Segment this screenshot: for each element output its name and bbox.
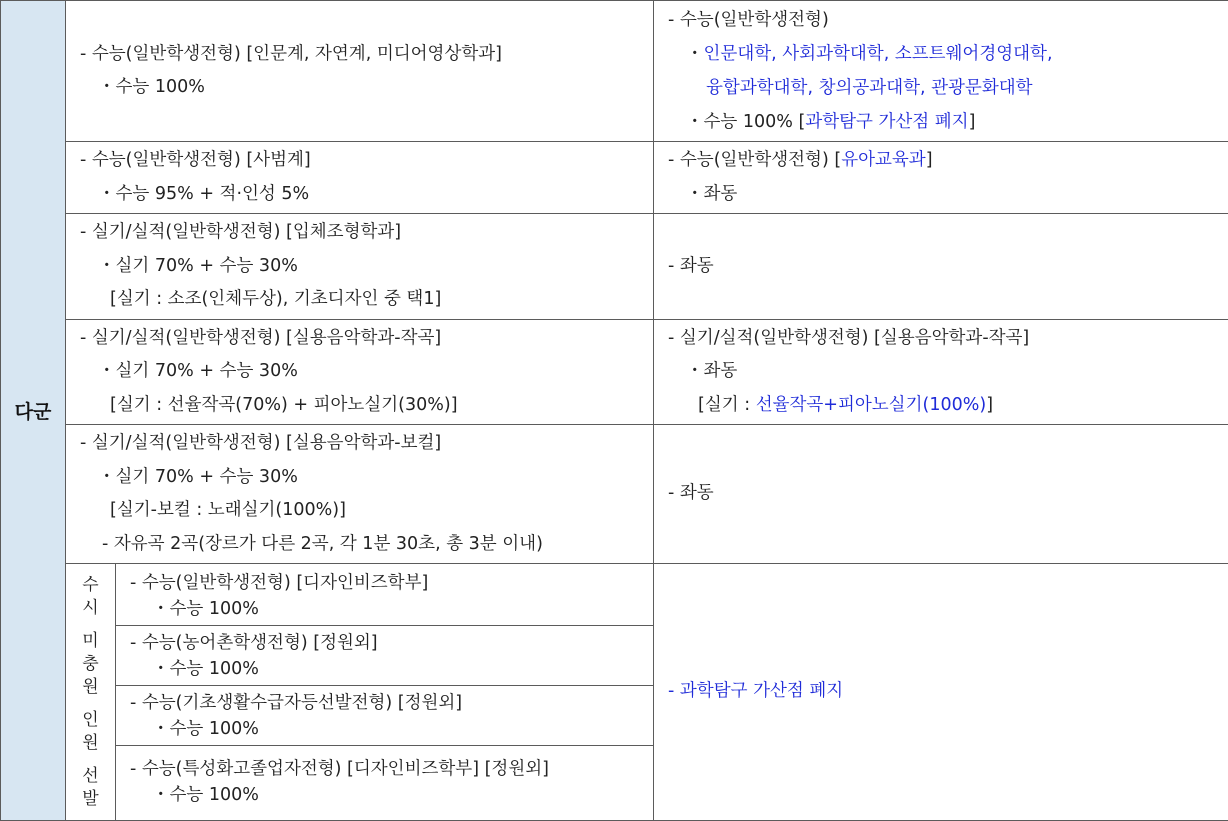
- right-line-highlight: 인문대학, 사회과학대학, 소프트웨어경영대학,: [704, 44, 1053, 64]
- sub-group-label: [66, 574, 115, 811]
- right-line: - 좌동: [668, 250, 1228, 284]
- table-row: [1, 1, 1228, 142]
- sub-group-label-char: 원: [66, 732, 115, 755]
- sub-group-label-char: 미: [66, 630, 115, 653]
- left-line: ・실기 70% + 수능 30%: [80, 461, 653, 495]
- sub-group-label-char: 인: [66, 709, 115, 732]
- right-line-highlight: 과학탐구 가산점 폐지: [805, 112, 968, 132]
- left-line: - 자유곡 2곡(장르가 다른 2곡, 각 1분 30초, 총 3분 이내): [80, 528, 653, 562]
- right-line: ]: [986, 395, 993, 415]
- right-line: ・수능 100% [: [686, 112, 805, 132]
- right-line-highlight: 선율작곡+피아노실기(100%): [756, 395, 987, 415]
- left-line: - 실기/실적(일반학생전형) [실용음악학과-작곡]: [80, 322, 653, 356]
- table-row: [1, 214, 1228, 320]
- right-cell: [654, 425, 1228, 564]
- sub-group-label-char: 충: [66, 653, 115, 676]
- table-row: [1, 425, 1228, 564]
- right-line: - 좌동: [668, 477, 1228, 511]
- right-cell: [654, 1, 1228, 142]
- right-line: ]: [926, 150, 933, 170]
- right-cell: [654, 319, 1228, 425]
- sub-line: - 수능(특성화고졸업자전형) [디자인비즈학부] [정원외]: [130, 756, 653, 782]
- left-cell: [66, 1, 654, 142]
- sub-rows-cell: [116, 564, 654, 821]
- sub-line: ・수능 100%: [130, 656, 653, 682]
- right-line: - 수능(일반학생전형) [: [668, 150, 841, 170]
- sub-rows-table: [116, 566, 653, 818]
- sub-line: ・수능 100%: [130, 716, 653, 742]
- sub-group-label-char: 발: [66, 788, 115, 811]
- sub-group-label-char: 원: [66, 676, 115, 699]
- left-cell: [66, 425, 654, 564]
- sub-row: [116, 626, 653, 686]
- left-line: ・실기 70% + 수능 30%: [80, 355, 653, 389]
- sub-row: [116, 746, 653, 819]
- sub-line: - 수능(농어촌학생전형) [정원외]: [130, 630, 653, 656]
- left-line: [실기 : 선율작곡(70%) + 피아노실기(30%)]: [80, 389, 653, 423]
- right-cell: [654, 564, 1228, 821]
- table-row: [1, 564, 1228, 821]
- sub-group-label-char: 시: [66, 597, 115, 620]
- right-line: [실기 :: [698, 395, 756, 415]
- right-line: ]: [969, 112, 976, 132]
- right-line: - 수능(일반학생전형): [668, 3, 1228, 37]
- right-line-highlight: 유아교육과: [841, 150, 926, 170]
- left-cell: [66, 319, 654, 425]
- left-line: ・실기 70% + 수능 30%: [80, 250, 653, 284]
- left-line: - 실기/실적(일반학생전형) [실용음악학과-보컬]: [80, 427, 653, 461]
- sub-line: - 수능(기초생활수급자등선발전형) [정원외]: [130, 690, 653, 716]
- right-line: ・좌동: [668, 355, 1228, 389]
- left-line: - 수능(일반학생전형) [사범계]: [80, 144, 653, 178]
- left-cell: [66, 142, 654, 214]
- right-cell: [654, 142, 1228, 214]
- group-label-cell: [1, 1, 66, 821]
- right-line-highlight: - 과학탐구 가산점 폐지: [668, 675, 1228, 709]
- sub-line: ・수능 100%: [130, 596, 653, 622]
- table-row: [1, 142, 1228, 214]
- left-line: [실기-보컬 : 노래실기(100%)]: [80, 494, 653, 528]
- bullet: ・: [686, 44, 704, 64]
- right-cell: [654, 214, 1228, 320]
- right-line: - 실기/실적(일반학생전형) [실용음악학과-작곡]: [668, 322, 1228, 356]
- sub-row: [116, 686, 653, 746]
- right-line: ・좌동: [668, 178, 1228, 212]
- sub-group-label-cell: [66, 564, 116, 821]
- sub-group-label-char: 수: [66, 574, 115, 597]
- left-line: [실기 : 소조(인체두상), 기초디자인 중 택1]: [80, 283, 653, 317]
- sub-row: [116, 566, 653, 626]
- left-cell: [66, 214, 654, 320]
- right-line-highlight: 융합과학대학, 창의공과대학, 관광문화대학: [706, 78, 1033, 98]
- sub-line: ・수능 100%: [130, 782, 653, 808]
- sub-line: - 수능(일반학생전형) [디자인비즈학부]: [130, 570, 653, 596]
- left-line: - 수능(일반학생전형) [인문계, 자연계, 미디어영상학과]: [80, 38, 653, 72]
- left-line: - 실기/실적(일반학생전형) [입체조형학과]: [80, 216, 653, 250]
- group-label: 다군: [15, 401, 52, 423]
- table-row: [1, 319, 1228, 425]
- left-line: ・수능 95% + 적·인성 5%: [80, 178, 653, 212]
- left-line: ・수능 100%: [80, 71, 653, 105]
- sub-group-label-char: 선: [66, 765, 115, 788]
